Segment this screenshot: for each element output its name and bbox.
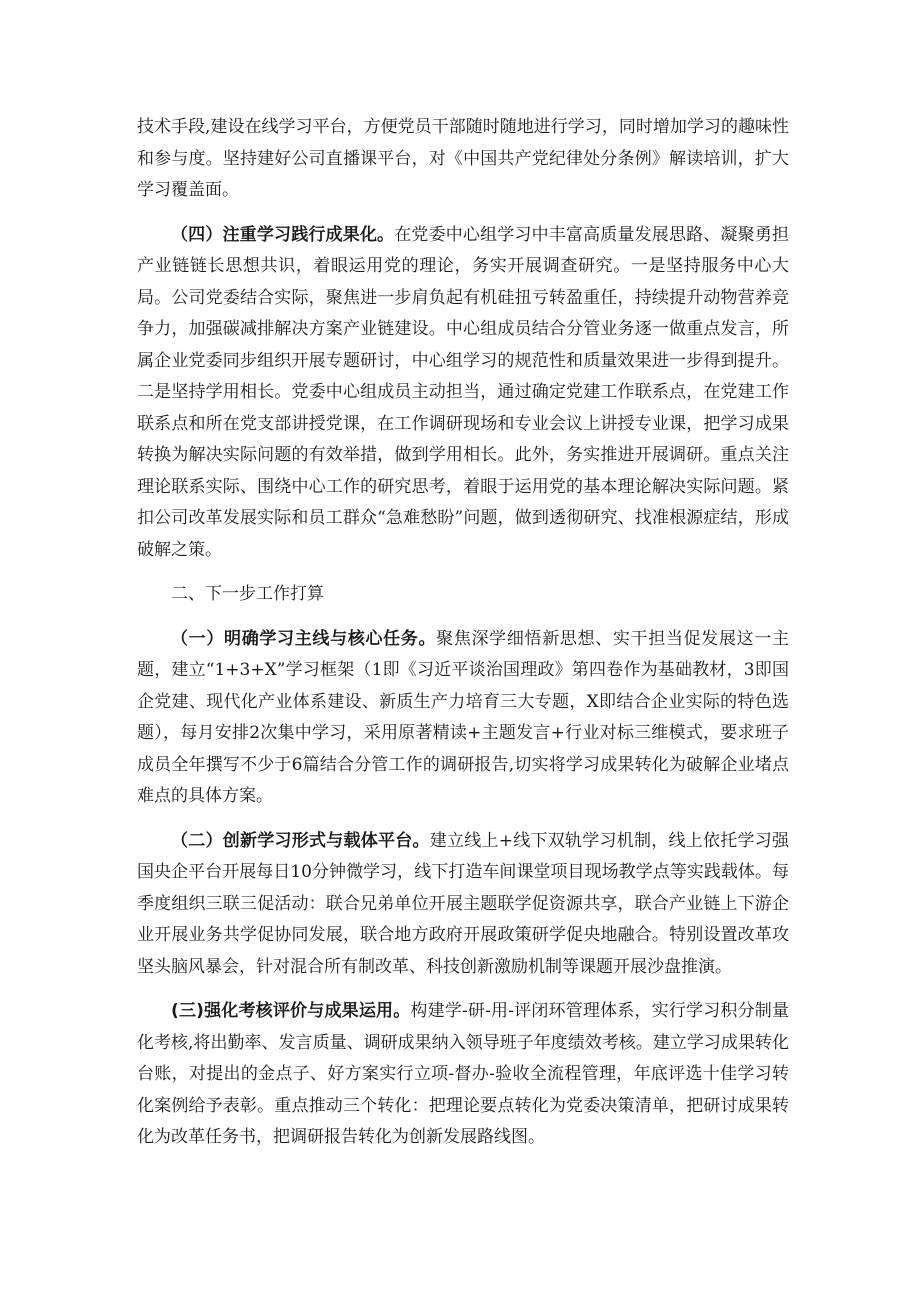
section-heading-next-steps: 二、下一步工作打算 xyxy=(171,584,324,604)
paragraph-text: 在党委中心组学习中丰富高质量发展思路、凝聚勇担产业链链长思想共识，着眼运用党的理论，务实开展调查研究。一是坚持服务中心大局。公司党委结合实际，聚焦进一步肩负起有机硅扭亏转盈重任，持续提升动物营养竞争力，加强碳减排解决方案产业链建设。中心组成员结合分管业务逐一做重点发言，所属企业党委同步组织开展专题研讨，中心组学习的规范性和质量效果进一步得到提升。二是坚持学用相长。党委中心组成员主动担当，通过确定党建工作联系点，在党建工作联系点和所在党支部讲授党课，在工作调研现场和专业会议上讲授专业课，把学习成果转换为解决实际问题的有效举措，做到学用相长。此外，务实推进开展调研。重点关注理论联系实际、围绕中心工作的研究思考，着眼于运用党的基本理论解决实际问题。紧扣公司改革发展实际和员工群众“急难愁盼”问题，做到透彻研究、找准根源症结，形成破解之策。 xyxy=(137,224,790,560)
paragraph-text: 技术手段,建设在线学习平台，方便党员干部随时随地进行学习，同时增加学习的趣味性和参与度。坚持建好公司直播课平台，对《中国共产党纪律处分条例》解读培训，扩大学习覆盖面。 xyxy=(137,117,789,200)
paragraph-four-learning-results xyxy=(137,220,789,567)
paragraph-lead-heading: （四）注重学习践行成果化。 xyxy=(171,224,395,245)
document-body xyxy=(137,112,789,1167)
paragraph-continuation xyxy=(137,112,789,207)
paragraph-text: 建立线上+线下双轨学习机制，线上依托学习强国央企平台开展每日10分钟微学习，线下打造车间课堂项目现场教学点等实践载体。每季度组织三联三促活动：联合兄弟单位开展主题联学促资源共享，联合产业链上下游企业开展业务共学促协同发展，联合地方政府开展政策研学促央地融合。特别设置改革攻坚头脑风暴会，针对混合所有制改革、科技创新激励机制等课题开展沙盘推演。 xyxy=(137,830,789,977)
paragraph-lead-heading: （一）明确学习主线与核心任务。 xyxy=(171,628,437,649)
paragraph-text: 聚焦深学细悟新思想、实干担当促发展这一主题，建立“1+3+X”学习框架（1即《习近平谈治国理政》第四卷作为基础教材，3即国企党建、现代化产业体系建设、新质生产力培育三大专题，X即结合企业实际的特色选题），每月安排2次集中学习，采用原著精读+主题发言+行业对标三维模式，要求班子成员全年撰写不少于6篇结合分管工作的调研报告,切实将学习成果转化为破解企业堵点难点的具体方案。 xyxy=(137,628,790,806)
paragraph-one-core-tasks xyxy=(137,624,789,813)
paragraph-two-learning-forms xyxy=(137,826,789,984)
paragraph-lead-heading: (三)强化考核评价与成果运用。 xyxy=(171,1001,411,1021)
paragraph-three-assessment xyxy=(137,996,789,1154)
paragraph-text: 构建学-研-用-评闭环管理体系，实行学习积分制量化考核,将出勤率、发言质量、调研成果纳入领导班子年度绩效考核。建立学习成果转化台账，对提出的金点子、好方案实行立项-督办-验收全流程管理，年底评选十佳学习转化案例给予表彰。重点推动三个转化：把理论要点转化为党委决策清单，把研讨成果转化为改革任务书，把调研报告转化为创新发展路线图。 xyxy=(137,1001,789,1147)
paragraph-lead-heading: （二）创新学习形式与载体平台。 xyxy=(171,830,430,851)
